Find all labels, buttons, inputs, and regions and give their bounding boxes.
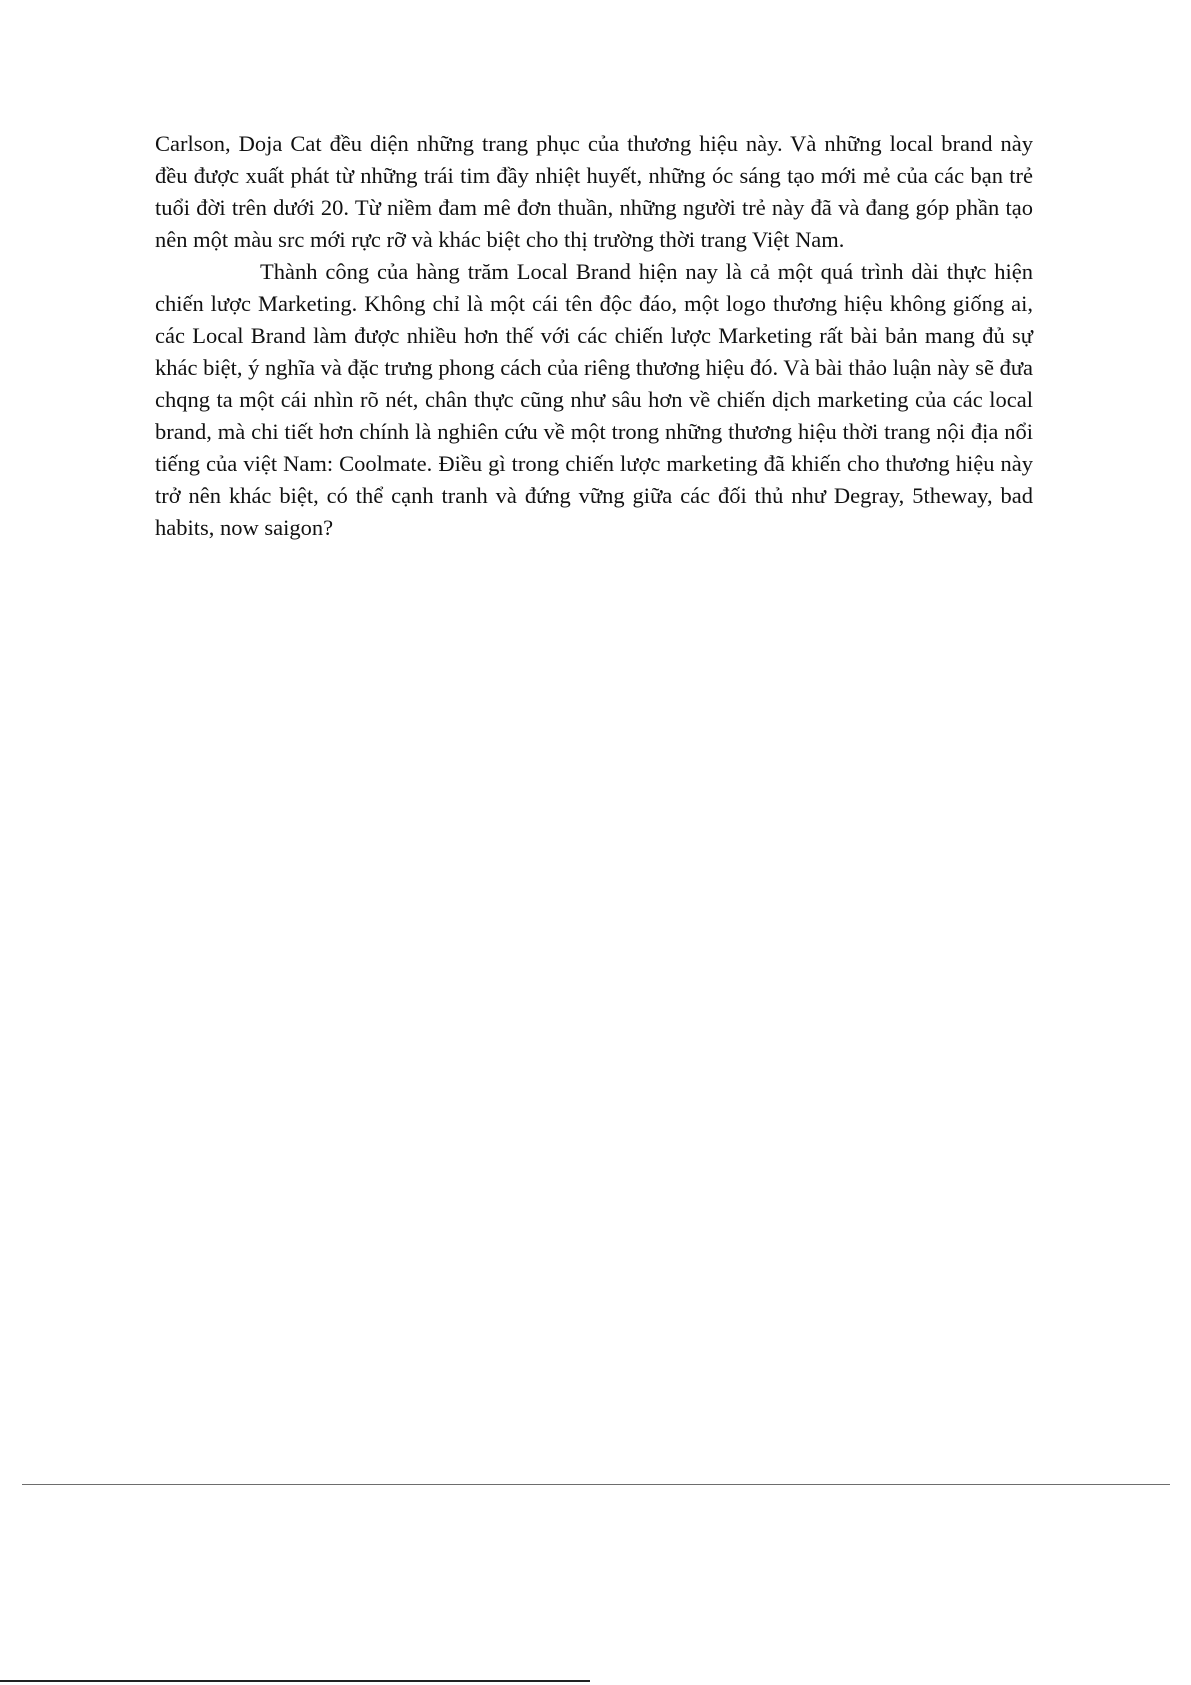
body-text	[155, 128, 1033, 544]
footnote-separator	[0, 1680, 590, 1682]
paragraph-2: Thành công của hàng trăm Local Brand hiện nay là cả một quá trình dài thực hiện chiến lược Marketing. Không chỉ là một cái tên độc đáo, một logo thương hiệu không giống ai, các Local Brand làm được nhiều hơn thế với các chiến lược Marketing rất bài bản mang đủ sự khác biệt, ý nghĩa và đặc trưng phong cách của riêng thương hiệu đó. Và bài thảo luận này sẽ đưa chqng ta một cái nhìn rõ nét, chân thực cũng như sâu hơn về chiến dịch marketing của các local brand, mà chi tiết hơn chính là nghiên cứu về một trong những thương hiệu thời trang nội địa nổi tiếng của việt Nam: Coolmate. Điều gì trong chiến lược marketing đã khiến cho thương hiệu này trở nên khác biệt, có thể cạnh tranh và đứng vững giữa các đối thủ như Degray, 5theway, bad habits, now saigon?	[155, 259, 1033, 540]
footer-divider	[22, 1484, 1170, 1485]
paragraph-1: Carlson, Doja Cat đều diện những trang phục của thương hiệu này. Và những local brand này đều được xuất phát từ những trái tim đầy nhiệt huyết, những óc sáng tạo mới mẻ của các bạn trẻ tuổi đời trên dưới 20. Từ niềm đam mê đơn thuần, những người trẻ này đã và đang góp phần tạo nên một màu src mới rực rỡ và khác biệt cho thị trường thời trang Việt Nam.	[155, 131, 1033, 252]
